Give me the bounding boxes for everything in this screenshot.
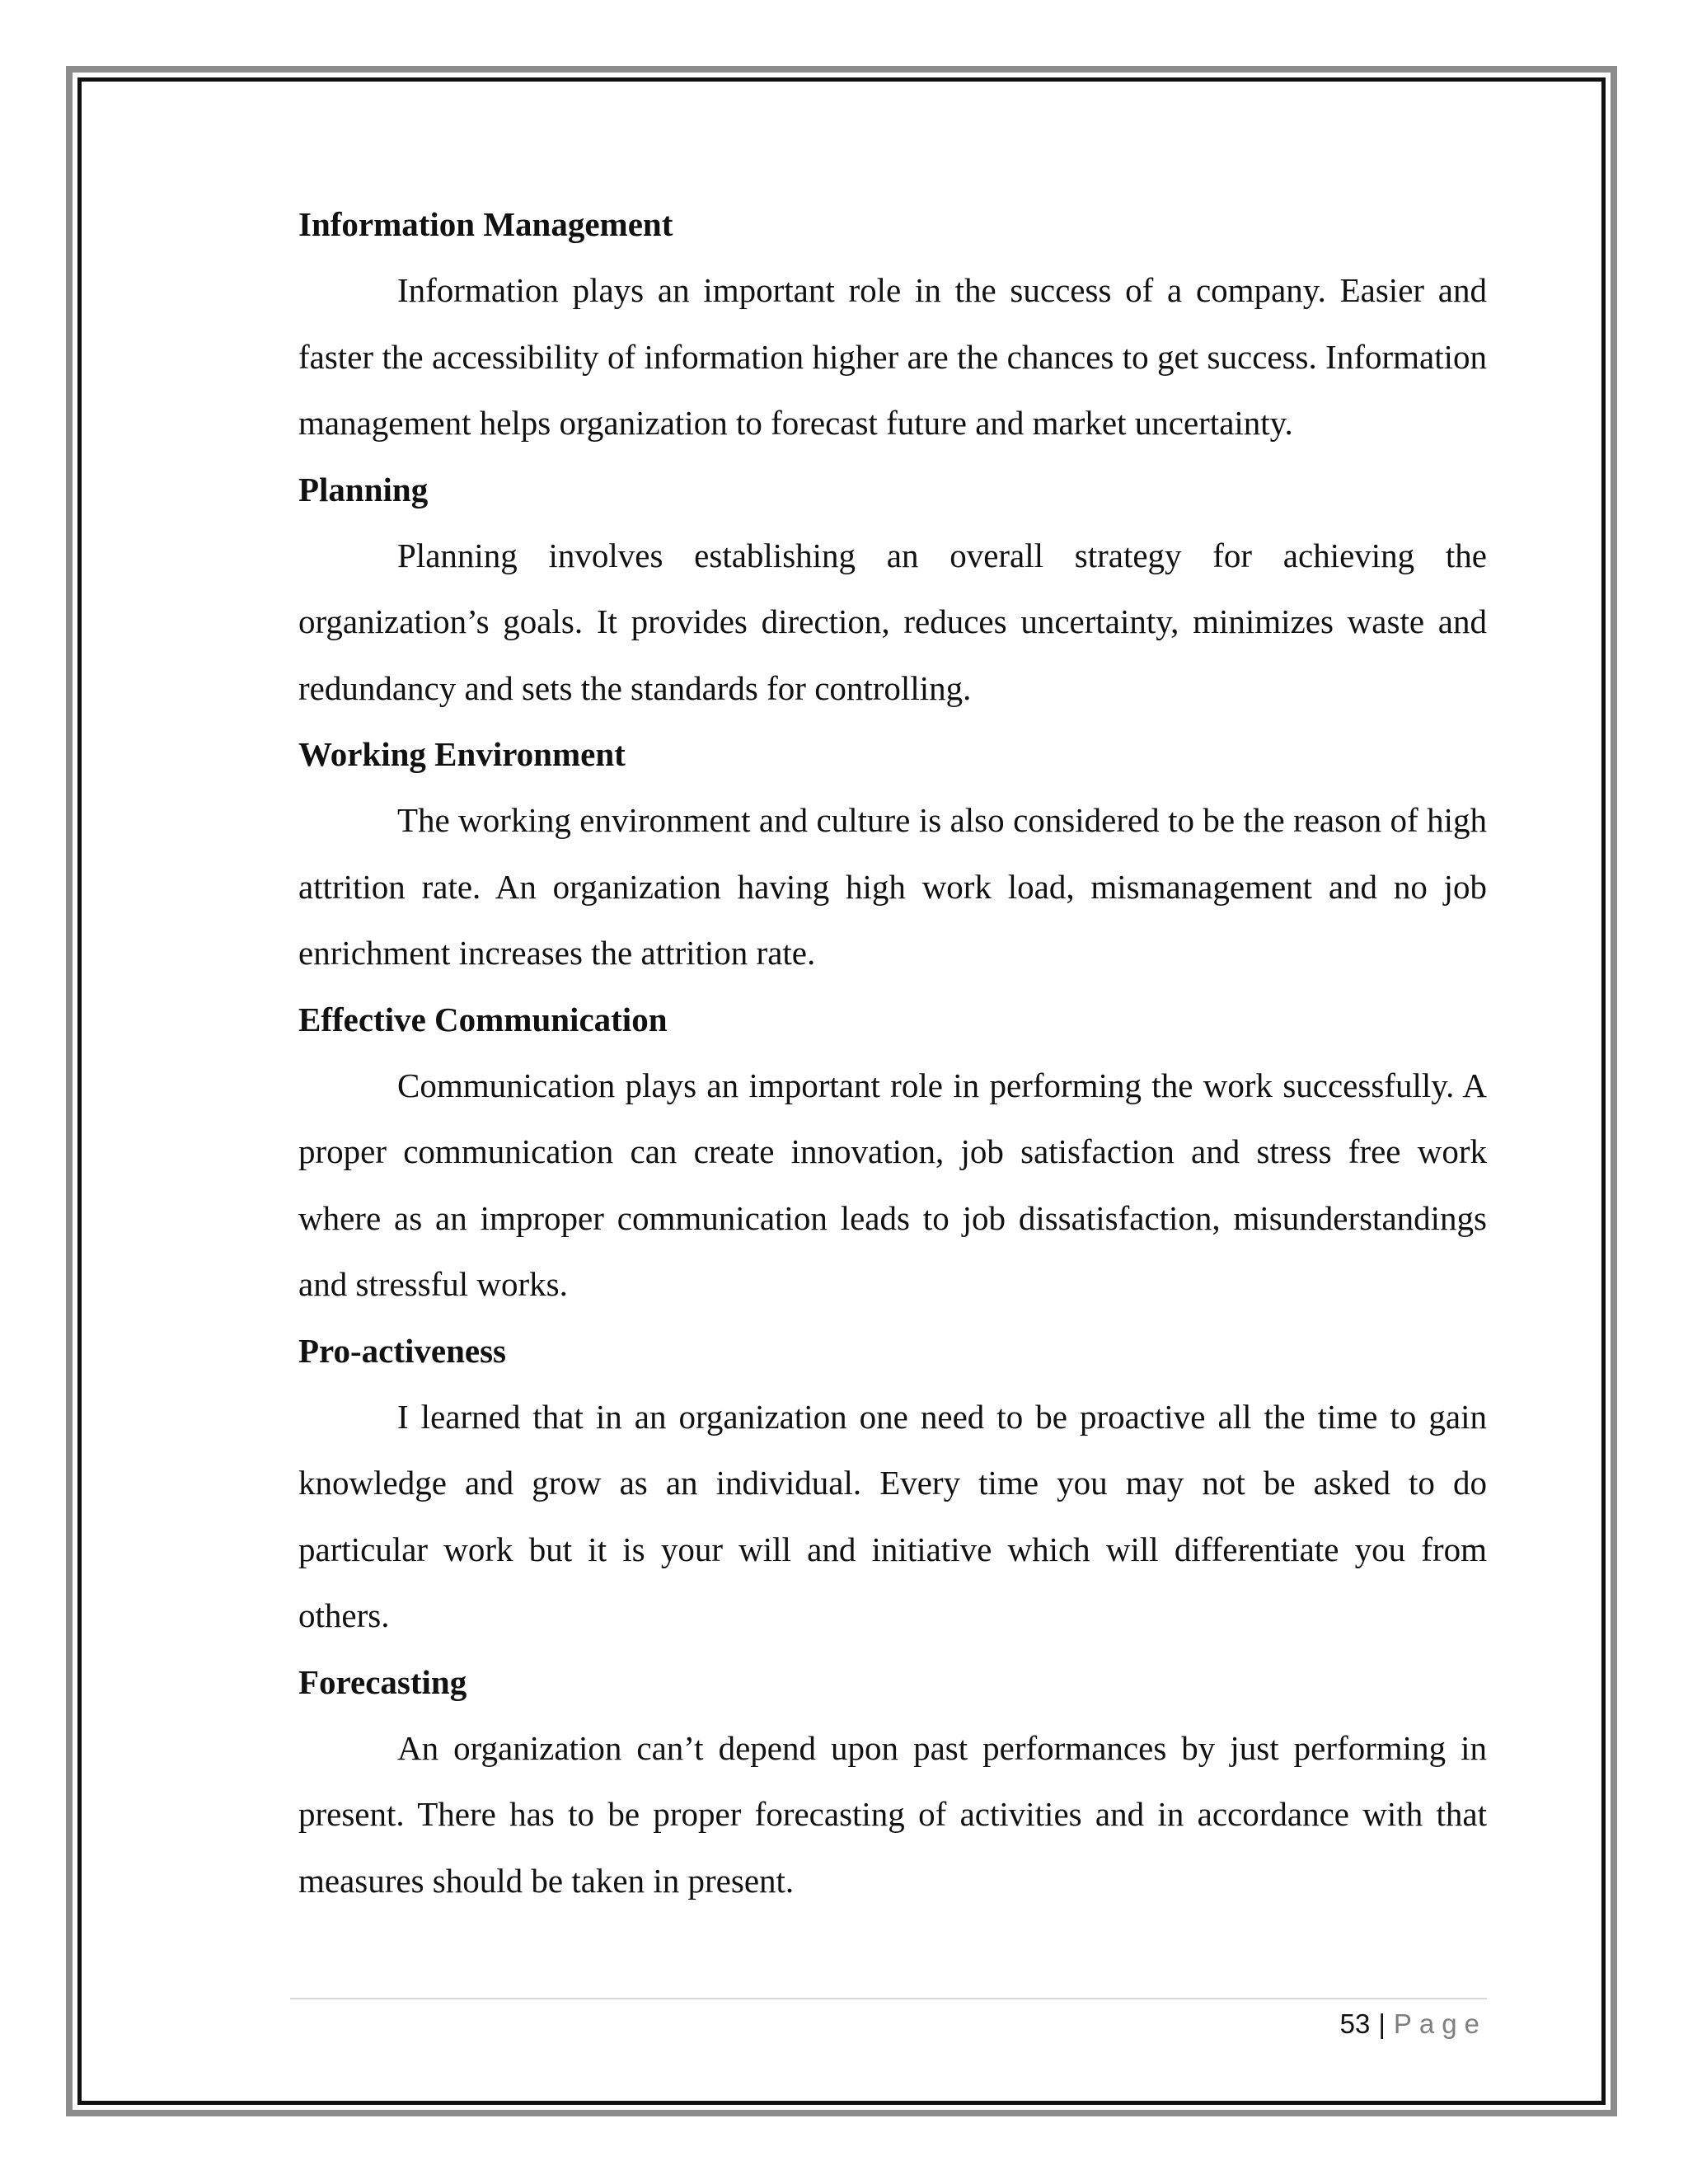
section-planning <box>298 457 1487 722</box>
section-forecasting <box>298 1649 1487 1915</box>
section-paragraph: Information plays an important role in the success of a company. Easier and faster the accessibility of information higher are the chances to get success. Information management helps organization to forecast future and market uncertainty. <box>298 271 1487 442</box>
section-effective-communication <box>298 987 1487 1318</box>
section-information-management <box>298 191 1487 457</box>
footer-divider <box>290 1998 1487 1999</box>
section-paragraph: Communication plays an important role in performing the work successfully. A proper communication can create innovation, job satisfaction and stress free work where as an improper communication leads to job dissatisfaction, misunderstandings and stressful works. <box>298 1066 1487 1303</box>
section-heading: Effective Communication <box>298 1000 668 1038</box>
section-paragraph: I learned that in an organization one need to be proactive all the time to gain knowledge and grow as an individual. Every time you may not be asked to do particular work but it is your will and initiative which will differentiate you from others. <box>298 1397 1487 1634</box>
section-heading: Working Environment <box>298 735 626 773</box>
section-paragraph: An organization can’t depend upon past performances by just performing in present. There has to be proper forecasting of activities and in accordance with that measures should be taken in present. <box>298 1728 1487 1900</box>
section-heading: Planning <box>298 470 429 509</box>
page-number: 53 <box>1339 2008 1371 2039</box>
section-heading: Information Management <box>298 205 673 243</box>
page-footer <box>1340 2006 1487 2042</box>
section-heading: Forecasting <box>298 1662 467 1701</box>
section-heading: Pro-activeness <box>298 1331 507 1370</box>
document-content <box>298 191 1487 1914</box>
footer-separator: | <box>1378 2008 1386 2039</box>
page-label: Page <box>1393 2008 1487 2039</box>
section-pro-activeness <box>298 1318 1487 1649</box>
section-paragraph: The working environment and culture is also considered to be the reason of high attrition rate. An organization having high work load, mismanagement and no job enrichment increases the attrition rate. <box>298 801 1487 972</box>
section-working-environment <box>298 721 1487 987</box>
section-paragraph: Planning involves establishing an overall strategy for achieving the organization’s goals. It provides direction, reduces uncertainty, minimizes waste and redundancy and sets the standards for controlling. <box>298 536 1487 707</box>
